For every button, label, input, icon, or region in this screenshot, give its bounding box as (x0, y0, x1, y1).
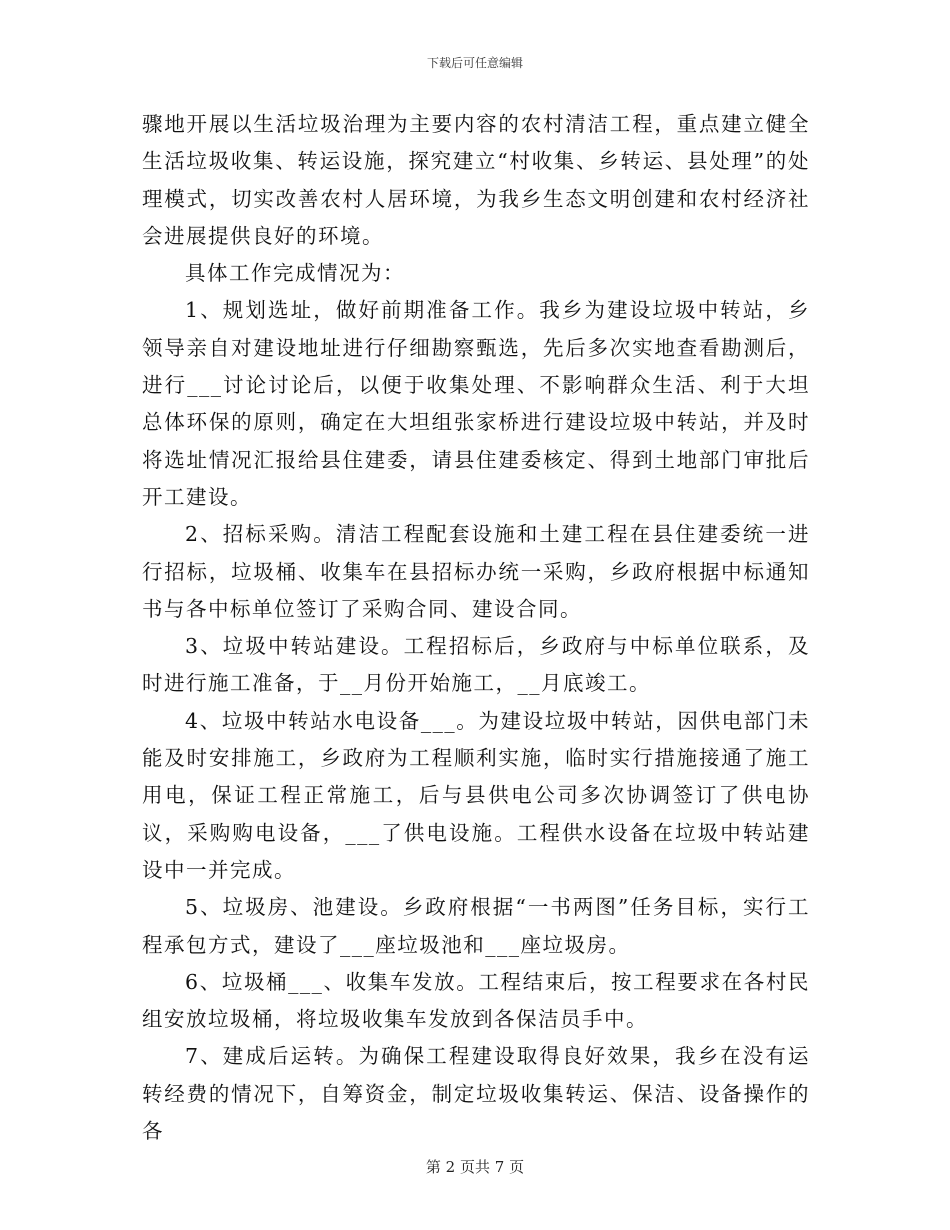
page-header: 下载后可任意编辑 (426, 56, 523, 70)
paragraph-item-7: 7、建成后运转。为确保工程建设取得良好效果，我乡在没有运转经费的情况下，自筹资金，制定垃圾收集转运、保洁、设备操作的各 (142, 1044, 810, 1144)
paragraph-item-5: 5、垃圾房、池建设。乡政府根据“一书两图”任务目标，实行工程承包方式，建设了___座垃圾池和___座垃圾房。 (142, 895, 810, 957)
document-body (142, 106, 810, 1150)
paragraph-item-4: 4、垃圾中转站水电设备___。为建设垃圾中转站，因供电部门未能及时安排施工，乡政府为工程顺利实施，临时实行措施接通了施工用电，保证工程正常施工，后与县供电公司多次协调签订了供电协议，采购购电设备，___了供电设施。工程供水设备在垃圾中转站建设中一并完成。 (142, 708, 810, 882)
paragraph-item-3: 3、垃圾中转站建设。工程招标后，乡政府与中标单位联系，及时进行施工准备，于__月份开始施工，__月底竣工。 (142, 634, 810, 696)
paragraph-item-2: 2、招标采购。清洁工程配套设施和土建工程在县住建委统一进行招标，垃圾桶、收集车在县招标办统一采购，乡政府根据中标通知书与各中标单位签订了采购合同、建设合同。 (142, 522, 810, 621)
paragraph-item-1: 1、规划选址，做好前期准备工作。我乡为建设垃圾中转站，乡领导亲自对建设地址进行仔细勘察甄选，先后多次实地查看勘测后，进行___讨论讨论后，以便于收集处理、不影响群众生活、利于大坦总体环保的原则，确定在大坦组张家桥进行建设垃圾中转站，并及时将选址情况汇报给县住建委，请县住建委核定、得到土地部门审批后开工建设。 (142, 298, 810, 509)
paragraph-item-6: 6、垃圾桶___、收集车发放。工程结束后，按工程要求在各村民组安放垃圾桶，将垃圾收集车发放到各保洁员手中。 (142, 969, 810, 1032)
paragraph-summary-intro: 具体工作完成情况为： (185, 261, 406, 286)
page-number: 第 2 页共 7 页 (425, 1158, 525, 1176)
paragraph-continuation: 骤地开展以生活垃圾治理为主要内容的农村清洁工程，重点建立健全生活垃圾收集、转运设施，探究建立“村收集、乡转运、县处理”的处理模式，切实改善农村人居环境，为我乡生态文明创建和农村经济社会进展提供良好的环境。 (142, 112, 810, 248)
